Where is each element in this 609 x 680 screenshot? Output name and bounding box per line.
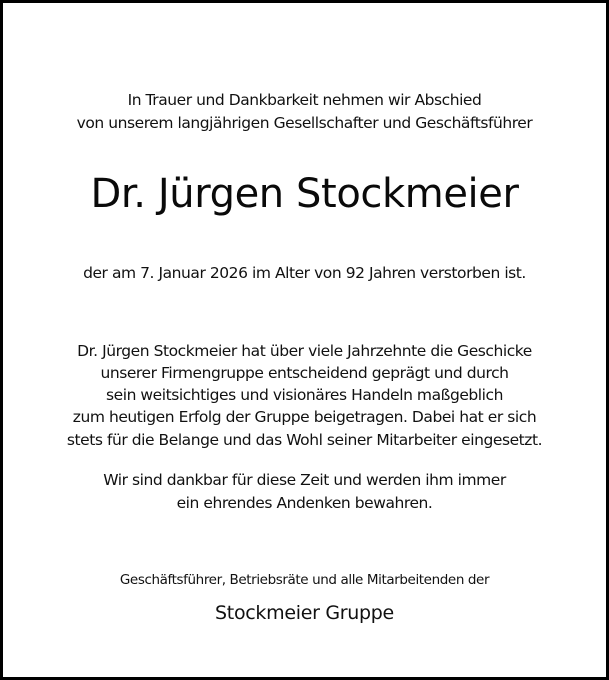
tribute-line-1: Dr. Jürgen Stockmeier hat über viele Jahrzehnte die Geschicke	[77, 342, 532, 360]
intro-line-2: von unserem langjährigen Gesellschafter und Geschäftsführer	[76, 114, 533, 132]
tribute-line-4: zum heutigen Erfolg der Gruppe beigetragen. Dabei hat er sich	[72, 408, 537, 426]
signature-company: Stockmeier Gruppe	[215, 602, 394, 624]
death-date-line: der am 7. Januar 2026 im Alter von 92 Jahren verstorben ist.	[83, 264, 526, 282]
gratitude-line-2: ein ehrendes Andenken bewahren.	[176, 494, 433, 512]
deceased-name: Dr. Jürgen Stockmeier	[90, 171, 519, 217]
obituary-notice	[3, 3, 606, 677]
intro-line-1: In Trauer und Dankbarkeit nehmen wir Abschied	[127, 91, 482, 109]
gratitude-line-1: Wir sind dankbar für diese Zeit und werden ihm immer	[103, 471, 506, 489]
signature-senders: Geschäftsführer, Betriebsräte und alle Mitarbeitenden der	[119, 572, 490, 588]
tribute-line-5: stets für die Belange und das Wohl seiner Mitarbeiter eingesetzt.	[66, 431, 543, 449]
tribute-line-2: unserer Firmengruppe entscheidend geprägt und durch	[100, 364, 509, 382]
tribute-line-3: sein weitsichtiges und visionäres Handeln maßgeblich	[106, 386, 503, 404]
